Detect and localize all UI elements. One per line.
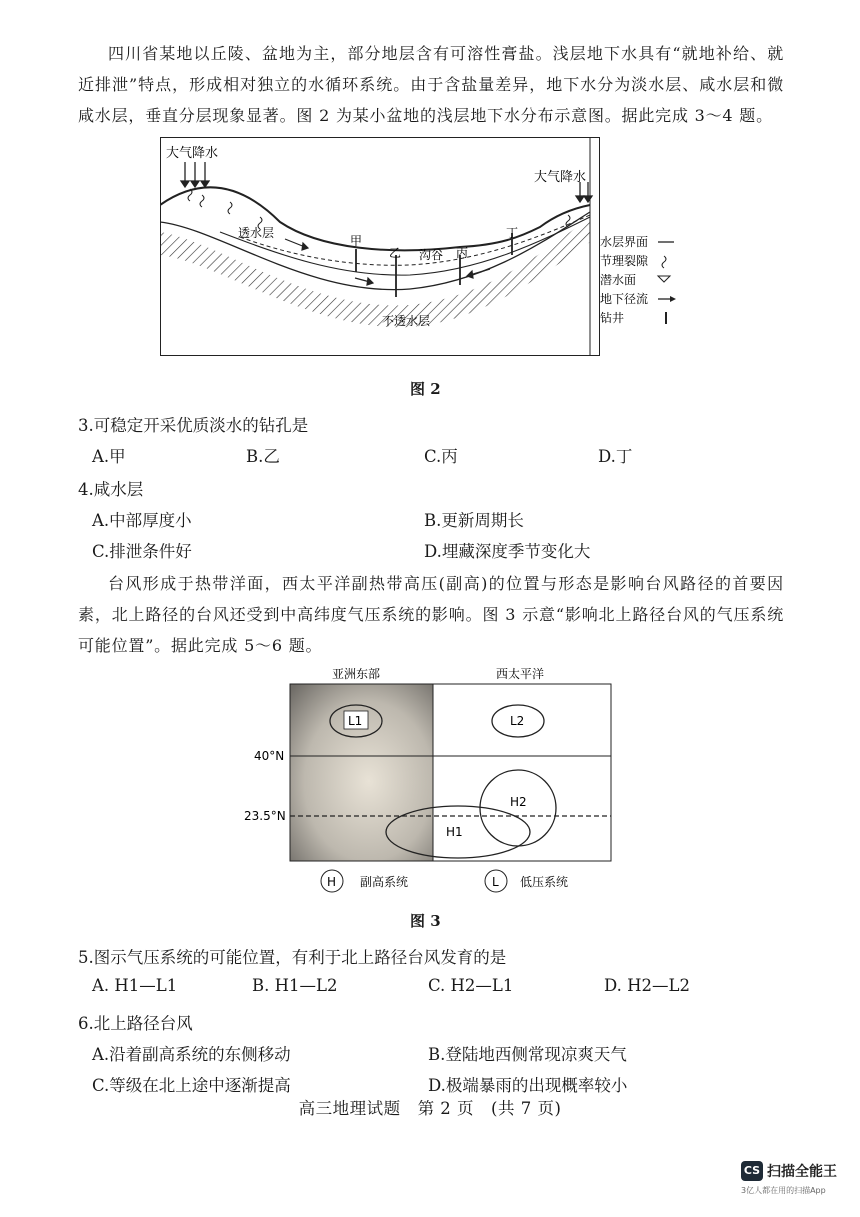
column-label-asia: 亚洲东部 bbox=[332, 667, 381, 681]
system-label-l1: L1 bbox=[348, 714, 363, 728]
q4-option-b: B.更新周期长 bbox=[424, 511, 524, 530]
intro-paragraph-2: 台风形成于热带洋面，西太平洋副热带高压(副高)的位置与形态是影响台风路径的首要因素，北上路径的台风还受到中高纬度气压系统的影响。图 3 示意“影响北上路径台风的气压系统可能位置”。据此完成 5～6 题。 bbox=[78, 574, 784, 655]
well-label-jia: 甲 bbox=[350, 234, 363, 248]
q6-option-d: D.极端暴雨的出现概率较小 bbox=[428, 1076, 628, 1095]
figure-3-caption: 图 3 bbox=[410, 912, 441, 930]
legend-h-symbol: H bbox=[327, 875, 337, 889]
legend-water-table: 潜水面 bbox=[600, 273, 637, 287]
q6-option-b: B.登陆地西侧常现凉爽天气 bbox=[428, 1045, 627, 1064]
well-label-yi: 乙 bbox=[389, 246, 402, 260]
q3-option-a: A.甲 bbox=[92, 447, 126, 466]
figure-2-caption: 图 2 bbox=[410, 380, 441, 398]
well-label-ding: 丁 bbox=[506, 226, 519, 240]
q5-option-b: B. H1—L2 bbox=[252, 976, 338, 995]
legend-l-symbol: L bbox=[492, 875, 499, 889]
valley-label: 沟谷 bbox=[419, 248, 444, 262]
column-label-pacific: 西太平洋 bbox=[496, 667, 545, 681]
legend-joint: 节理裂隙 bbox=[600, 254, 649, 268]
scanner-logo-icon: CS bbox=[741, 1161, 763, 1181]
q4-option-d: D.埋藏深度季节变化大 bbox=[424, 542, 591, 561]
legend-high-system: 副高系统 bbox=[360, 875, 409, 889]
system-label-h2: H2 bbox=[510, 795, 527, 809]
ground-surface-line bbox=[160, 187, 590, 250]
system-label-l2: L2 bbox=[510, 714, 525, 728]
legend-water-layer: 水层界面 bbox=[600, 235, 649, 249]
permeable-layer-label: 透水层 bbox=[238, 226, 275, 240]
q3-option-b: B.乙 bbox=[246, 447, 280, 466]
intro-paragraph-1: 四川省某地以丘陵、盆地为主，部分地层含有可溶性膏盐。浅层地下水具有“就地补给、就近排泄”特点，形成相对独立的水循环系统。由于含盐量差异，地下水分为淡水层、咸水层和微咸水层，垂直分层现象显著。图 2 为某小盆地的浅层地下水分布示意图。据此完成 3～4 题。 bbox=[78, 44, 784, 125]
latitude-40-label: 40°N bbox=[254, 749, 285, 763]
q5-option-d: D. H2—L2 bbox=[604, 976, 690, 995]
q3-option-d: D.丁 bbox=[598, 447, 633, 466]
q3-option-c: C.丙 bbox=[424, 447, 458, 466]
q6-option-c: C.等级在北上途中逐渐提高 bbox=[92, 1076, 291, 1095]
figure-2-groundwater-diagram bbox=[160, 137, 600, 357]
page-footer: 高三地理试题 第 2 页 (共 7 页) bbox=[298, 1099, 562, 1118]
q4-option-a: A.中部厚度小 bbox=[92, 511, 192, 530]
legend-low-system: 低压系统 bbox=[520, 875, 569, 889]
q6-option-a: A.沿着副高系统的东侧移动 bbox=[92, 1045, 291, 1064]
figure-2-legend bbox=[598, 232, 688, 332]
scanner-brand-tagline: 3亿人都在用的扫描App bbox=[741, 1186, 826, 1195]
figure-3-pressure-systems bbox=[240, 666, 620, 896]
legend-flow: 地下径流 bbox=[600, 292, 649, 306]
legend-well: 钻井 bbox=[600, 311, 625, 325]
question-6-stem: 6.北上路径台风 bbox=[78, 1014, 193, 1033]
scanner-brand-name: 扫描全能王 bbox=[767, 1164, 837, 1180]
system-label-h1: H1 bbox=[446, 825, 463, 839]
question-4-stem: 4.咸水层 bbox=[78, 480, 144, 499]
q5-option-c: C. H2—L1 bbox=[428, 976, 514, 995]
q5-option-a: A. H1—L1 bbox=[92, 976, 178, 995]
rain-label-right: 大气降水 bbox=[534, 170, 587, 185]
question-3-stem: 3.可稳定开采优质淡水的钻孔是 bbox=[78, 416, 309, 435]
q4-option-c: C.排泄条件好 bbox=[92, 542, 192, 561]
rain-label-left: 大气降水 bbox=[166, 146, 219, 161]
latitude-23-5-label: 23.5°N bbox=[244, 809, 286, 823]
well-label-bing: 丙 bbox=[456, 246, 469, 260]
question-5-stem: 5.图示气压系统的可能位置，有利于北上路径台风发育的是 bbox=[78, 948, 507, 967]
impermeable-layer-label: 不透水层 bbox=[382, 314, 431, 328]
